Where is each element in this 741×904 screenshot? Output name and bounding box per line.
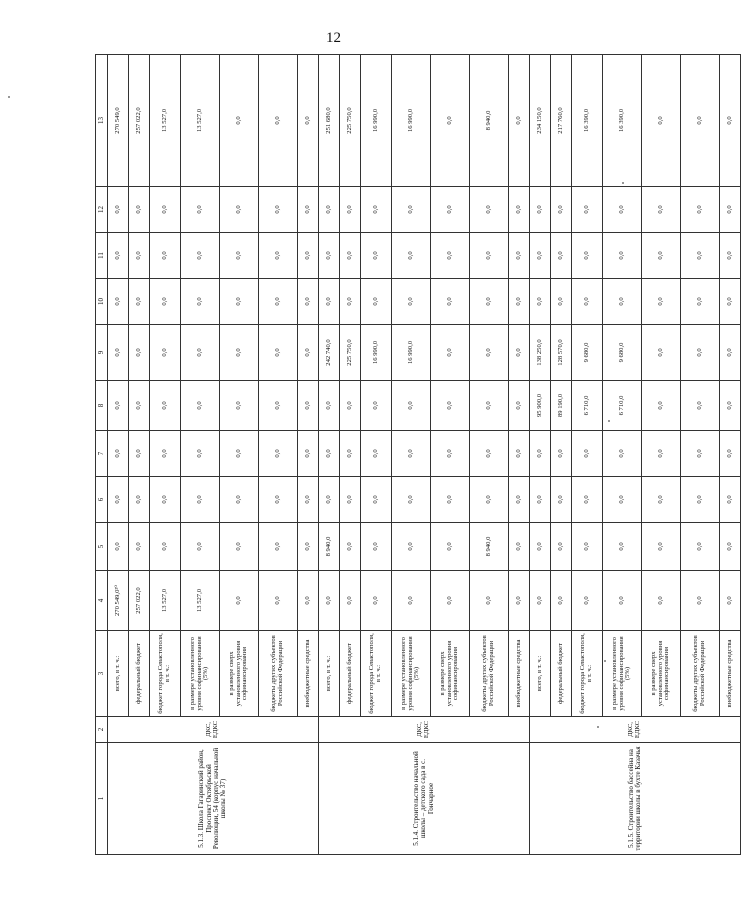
- column-number: 10: [96, 279, 108, 325]
- funding-source-cell: внебюджетные средства: [298, 631, 319, 717]
- value-cell: 0,0: [509, 233, 530, 279]
- value-cell: 0,0: [431, 381, 470, 431]
- funding-source-cell: бюджеты других субъектов Российской Федерации: [681, 631, 720, 717]
- value-cell: 0,0: [361, 477, 392, 523]
- value-cell: 0,0: [720, 55, 741, 187]
- value-cell: 0,0: [720, 279, 741, 325]
- value-cell: 13 527,0: [181, 55, 220, 187]
- funding-source-cell: в размере сверх установленного уровня софинансирования: [431, 631, 470, 717]
- value-cell: 0,0: [509, 381, 530, 431]
- value-cell: 0,0: [340, 477, 361, 523]
- value-cell: 0,0: [181, 279, 220, 325]
- value-cell: 0,0: [220, 571, 259, 631]
- page-number: 12: [326, 30, 341, 46]
- value-cell: 0,0: [642, 233, 681, 279]
- rotated-table-container: [95, 55, 733, 855]
- value-cell: 0,0: [319, 571, 340, 631]
- value-cell: 0,0: [129, 431, 150, 477]
- value-cell: 13 527,0: [150, 571, 181, 631]
- value-cell: 242 740,0: [319, 325, 340, 381]
- column-number: 3: [96, 631, 108, 717]
- value-cell: 0,0: [259, 477, 298, 523]
- funding-source-cell: бюджет города Севастополя, в т. ч.:: [361, 631, 392, 717]
- value-cell: 0,0: [319, 381, 340, 431]
- value-cell: 16 990,0: [392, 55, 431, 187]
- value-cell: 0,0: [681, 187, 720, 233]
- column-number: 2: [96, 717, 108, 743]
- value-cell: 0,0: [681, 477, 720, 523]
- value-cell: 0,0: [572, 233, 603, 279]
- value-cell: 0,0: [603, 477, 642, 523]
- value-cell: 0,0: [642, 523, 681, 571]
- value-cell: 0,0: [603, 571, 642, 631]
- value-cell: 0,0: [572, 523, 603, 571]
- value-cell: 0,0: [509, 431, 530, 477]
- value-cell: 0,0: [470, 279, 509, 325]
- column-number: 9: [96, 325, 108, 381]
- scan-speck: [604, 660, 606, 662]
- value-cell: 0,0: [392, 187, 431, 233]
- object-name-cell: 5.1.3. Школа Гагаринский район, Проспект Октябрьской Революции, 54 (корпус начальной школы № 37): [108, 743, 319, 855]
- value-cell: 0,0: [108, 279, 129, 325]
- column-number: 7: [96, 431, 108, 477]
- funding-source-cell: в размере установленного уровня софинансирования (5%): [603, 631, 642, 717]
- value-cell: 0,0: [681, 279, 720, 325]
- value-cell: 0,0: [129, 187, 150, 233]
- value-cell: 0,0: [720, 233, 741, 279]
- value-cell: 0,0: [431, 477, 470, 523]
- value-cell: 0,0: [108, 477, 129, 523]
- funding-source-cell: федеральный бюджет: [340, 631, 361, 717]
- value-cell: 138 250,0: [530, 325, 551, 381]
- value-cell: 0,0: [298, 381, 319, 431]
- value-cell: 0,0: [129, 279, 150, 325]
- value-cell: 0,0: [129, 381, 150, 431]
- value-cell: 13 527,0: [150, 55, 181, 187]
- value-cell: 0,0: [642, 571, 681, 631]
- value-cell: 0,0: [340, 187, 361, 233]
- customer-cell: ДКС, ЕДКС: [319, 717, 530, 743]
- value-cell: 0,0: [720, 381, 741, 431]
- value-cell: 0,0: [470, 325, 509, 381]
- value-cell: 0,0: [361, 571, 392, 631]
- value-cell: 0,0: [220, 325, 259, 381]
- value-cell: 6 710,0: [572, 381, 603, 431]
- value-cell: 0,0: [470, 477, 509, 523]
- value-cell: 0,0: [530, 233, 551, 279]
- value-cell: 0,0: [361, 279, 392, 325]
- value-cell: 0,0: [603, 279, 642, 325]
- value-cell: 0,0: [509, 55, 530, 187]
- value-cell: 0,0: [509, 279, 530, 325]
- value-cell: 0,0: [150, 431, 181, 477]
- value-cell: 0,0: [530, 431, 551, 477]
- object-name-cell: 5.1.4. Строительство начальной школы – детского сада в с. Гончарное: [319, 743, 530, 855]
- value-cell: 0,0: [509, 187, 530, 233]
- value-cell: 0,0: [509, 523, 530, 571]
- value-cell: 225 750,0: [340, 325, 361, 381]
- value-cell: 0,0: [361, 233, 392, 279]
- funding-source-cell: бюджеты других субъектов Российской Федерации: [470, 631, 509, 717]
- value-cell: 0,0: [340, 523, 361, 571]
- value-cell: 0,0: [108, 233, 129, 279]
- value-cell: 0,0: [642, 325, 681, 381]
- value-cell: 0,0: [220, 431, 259, 477]
- value-cell: 0,0: [470, 571, 509, 631]
- value-cell: 128 570,0: [551, 325, 572, 381]
- value-cell: 0,0: [642, 279, 681, 325]
- column-number: 12: [96, 187, 108, 233]
- value-cell: 0,0: [129, 325, 150, 381]
- value-cell: 0,0: [361, 187, 392, 233]
- scan-speck: [8, 96, 10, 98]
- value-cell: 0,0: [470, 187, 509, 233]
- value-cell: 0,0: [150, 233, 181, 279]
- value-cell: 0,0: [220, 477, 259, 523]
- column-number: 5: [96, 523, 108, 571]
- value-cell: 16 990,0: [361, 325, 392, 381]
- value-cell: 0,0: [298, 477, 319, 523]
- value-cell: 16 990,0: [392, 325, 431, 381]
- value-cell: 0,0: [681, 571, 720, 631]
- value-cell: 0,0: [181, 477, 220, 523]
- column-number: 8: [96, 381, 108, 431]
- value-cell: 0,0: [642, 431, 681, 477]
- value-cell: 0,0: [603, 187, 642, 233]
- value-cell: 0,0: [392, 571, 431, 631]
- value-cell: 0,0: [392, 431, 431, 477]
- value-cell: 0,0: [681, 431, 720, 477]
- value-cell: 0,0: [642, 477, 681, 523]
- value-cell: 8 940,0: [470, 55, 509, 187]
- value-cell: 0,0: [431, 279, 470, 325]
- value-cell: 0,0: [572, 431, 603, 477]
- scan-speck: [608, 420, 610, 422]
- value-cell: 0,0: [431, 571, 470, 631]
- value-cell: 0,0: [259, 431, 298, 477]
- value-cell: 0,0: [220, 233, 259, 279]
- column-number: 4: [96, 571, 108, 631]
- value-cell: 13 527,0: [181, 571, 220, 631]
- value-cell: 0,0: [392, 477, 431, 523]
- value-cell: 95 900,0: [530, 381, 551, 431]
- value-cell: 0,0: [181, 187, 220, 233]
- value-cell: 0,0: [181, 233, 220, 279]
- value-cell: 0,0: [361, 523, 392, 571]
- value-cell: 0,0: [470, 381, 509, 431]
- funding-source-cell: в размере установленного уровня софинансирования (5%): [392, 631, 431, 717]
- value-cell: 0,0: [259, 55, 298, 187]
- value-cell: 0,0: [720, 523, 741, 571]
- value-cell: 0,0: [720, 325, 741, 381]
- value-cell: 0,0: [681, 523, 720, 571]
- value-cell: 0,0: [392, 523, 431, 571]
- value-cell: 0,0: [150, 187, 181, 233]
- value-cell: 0,0: [220, 187, 259, 233]
- scan-speck: [597, 726, 599, 728]
- value-cell: 0,0: [431, 523, 470, 571]
- value-cell: 0,0: [361, 381, 392, 431]
- value-cell: 0,0: [259, 233, 298, 279]
- value-cell: 0,0: [530, 187, 551, 233]
- customer-cell: ДКС, ЕДКС: [108, 717, 319, 743]
- value-cell: 0,0: [129, 523, 150, 571]
- value-cell: 0,0: [431, 325, 470, 381]
- value-cell: 0,0: [181, 325, 220, 381]
- value-cell: 0,0: [298, 279, 319, 325]
- value-cell: 0,0: [551, 279, 572, 325]
- value-cell: 270 549,0²⁰: [108, 571, 129, 631]
- value-cell: 0,0: [220, 55, 259, 187]
- value-cell: 8 940,0: [319, 523, 340, 571]
- value-cell: 0,0: [642, 55, 681, 187]
- value-cell: 0,0: [340, 571, 361, 631]
- column-number: 1: [96, 743, 108, 855]
- value-cell: 0,0: [298, 55, 319, 187]
- value-cell: 0,0: [340, 279, 361, 325]
- value-cell: 0,0: [681, 381, 720, 431]
- table-row: [319, 55, 340, 855]
- value-cell: 0,0: [259, 279, 298, 325]
- value-cell: 0,0: [319, 187, 340, 233]
- value-cell: 0,0: [181, 431, 220, 477]
- value-cell: 0,0: [129, 477, 150, 523]
- scan-speck: [622, 182, 624, 184]
- value-cell: 0,0: [642, 187, 681, 233]
- value-cell: 0,0: [431, 431, 470, 477]
- value-cell: 0,0: [530, 477, 551, 523]
- value-cell: 0,0: [530, 571, 551, 631]
- value-cell: 0,0: [319, 477, 340, 523]
- value-cell: 0,0: [259, 381, 298, 431]
- value-cell: 0,0: [319, 279, 340, 325]
- budget-table: [95, 54, 741, 855]
- column-number-row: [96, 55, 108, 855]
- value-cell: 217 760,0: [551, 55, 572, 187]
- value-cell: 0,0: [572, 477, 603, 523]
- funding-source-cell: внебюджетные средства: [509, 631, 530, 717]
- value-cell: 0,0: [220, 279, 259, 325]
- value-cell: 0,0: [150, 381, 181, 431]
- value-cell: 0,0: [150, 523, 181, 571]
- funding-source-cell: бюджет города Севастополя, в т. ч.:: [150, 631, 181, 717]
- value-cell: 0,0: [108, 523, 129, 571]
- value-cell: 0,0: [108, 325, 129, 381]
- value-cell: 0,0: [603, 431, 642, 477]
- value-cell: 0,0: [720, 187, 741, 233]
- column-number: 6: [96, 477, 108, 523]
- value-cell: 0,0: [129, 233, 150, 279]
- value-cell: 0,0: [108, 187, 129, 233]
- value-cell: 16 390,0: [603, 55, 642, 187]
- value-cell: 0,0: [220, 381, 259, 431]
- value-cell: 0,0: [603, 523, 642, 571]
- value-cell: 6 710,0: [603, 381, 642, 431]
- value-cell: 0,0: [509, 571, 530, 631]
- value-cell: 0,0: [392, 279, 431, 325]
- value-cell: 0,0: [298, 233, 319, 279]
- funding-source-cell: всего, в т. ч.:: [319, 631, 340, 717]
- value-cell: 0,0: [720, 477, 741, 523]
- value-cell: 8 940,0: [470, 523, 509, 571]
- value-cell: 0,0: [340, 431, 361, 477]
- value-cell: 0,0: [298, 431, 319, 477]
- value-cell: 257 022,0: [129, 55, 150, 187]
- funding-source-cell: всего, в т. ч.:: [530, 631, 551, 717]
- value-cell: 0,0: [509, 325, 530, 381]
- value-cell: 0,0: [551, 571, 572, 631]
- value-cell: 0,0: [681, 55, 720, 187]
- value-cell: 0,0: [431, 233, 470, 279]
- funding-source-cell: в размере сверх установленного уровня софинансирования: [642, 631, 681, 717]
- funding-source-cell: бюджеты других субъектов Российской Федерации: [259, 631, 298, 717]
- table-row: [530, 55, 551, 855]
- value-cell: 0,0: [720, 571, 741, 631]
- value-cell: 0,0: [181, 381, 220, 431]
- value-cell: 0,0: [551, 477, 572, 523]
- funding-source-cell: в размере установленного уровня софинансирования (5%): [181, 631, 220, 717]
- column-number: 11: [96, 233, 108, 279]
- value-cell: 0,0: [551, 187, 572, 233]
- value-cell: 0,0: [392, 233, 431, 279]
- value-cell: 0,0: [108, 381, 129, 431]
- value-cell: 0,0: [572, 571, 603, 631]
- value-cell: 0,0: [681, 233, 720, 279]
- value-cell: 16 990,0: [361, 55, 392, 187]
- funding-source-cell: в размере сверх установленного уровня софинансирования: [220, 631, 259, 717]
- value-cell: 225 750,0: [340, 55, 361, 187]
- value-cell: 0,0: [470, 233, 509, 279]
- value-cell: 0,0: [340, 233, 361, 279]
- value-cell: 0,0: [340, 381, 361, 431]
- funding-source-cell: бюджет города Севастополя, в т. ч.:: [572, 631, 603, 717]
- value-cell: 0,0: [259, 325, 298, 381]
- value-cell: 0,0: [681, 325, 720, 381]
- value-cell: 0,0: [298, 571, 319, 631]
- value-cell: 0,0: [298, 325, 319, 381]
- funding-source-cell: всего, в т. ч.:: [108, 631, 129, 717]
- value-cell: 0,0: [551, 233, 572, 279]
- value-cell: 0,0: [509, 477, 530, 523]
- value-cell: 0,0: [298, 523, 319, 571]
- value-cell: 0,0: [108, 431, 129, 477]
- value-cell: 0,0: [220, 523, 259, 571]
- column-number: 13: [96, 55, 108, 187]
- value-cell: 0,0: [150, 279, 181, 325]
- value-cell: 0,0: [361, 431, 392, 477]
- funding-source-cell: внебюджетные средства: [720, 631, 741, 717]
- value-cell: 0,0: [150, 325, 181, 381]
- value-cell: 0,0: [603, 233, 642, 279]
- value-cell: 251 680,0: [319, 55, 340, 187]
- value-cell: 9 680,0: [603, 325, 642, 381]
- customer-cell: ДКС, ЕДКС: [530, 717, 741, 743]
- value-cell: 0,0: [470, 431, 509, 477]
- value-cell: 0,0: [181, 523, 220, 571]
- value-cell: 16 390,0: [572, 55, 603, 187]
- value-cell: 0,0: [551, 431, 572, 477]
- value-cell: 0,0: [530, 523, 551, 571]
- value-cell: 0,0: [259, 571, 298, 631]
- value-cell: 0,0: [572, 279, 603, 325]
- value-cell: 9 680,0: [572, 325, 603, 381]
- value-cell: 0,0: [319, 431, 340, 477]
- value-cell: 0,0: [298, 187, 319, 233]
- value-cell: 0,0: [572, 187, 603, 233]
- value-cell: 270 549,0: [108, 55, 129, 187]
- value-cell: 0,0: [551, 523, 572, 571]
- funding-source-cell: федеральный бюджет: [129, 631, 150, 717]
- value-cell: 0,0: [150, 477, 181, 523]
- value-cell: 0,0: [392, 381, 431, 431]
- table-row: [108, 55, 129, 855]
- value-cell: 89 190,0: [551, 381, 572, 431]
- value-cell: 0,0: [259, 523, 298, 571]
- value-cell: 0,0: [319, 233, 340, 279]
- object-name-cell: 5.1.5. Строительство бассейна на территории школы в бухте Казачья: [530, 743, 741, 855]
- value-cell: 0,0: [259, 187, 298, 233]
- value-cell: 0,0: [431, 187, 470, 233]
- value-cell: 234 150,0: [530, 55, 551, 187]
- funding-source-cell: федеральный бюджет: [551, 631, 572, 717]
- value-cell: 257 022,0: [129, 571, 150, 631]
- value-cell: 0,0: [720, 431, 741, 477]
- value-cell: 0,0: [530, 279, 551, 325]
- value-cell: 0,0: [431, 55, 470, 187]
- value-cell: 0,0: [642, 381, 681, 431]
